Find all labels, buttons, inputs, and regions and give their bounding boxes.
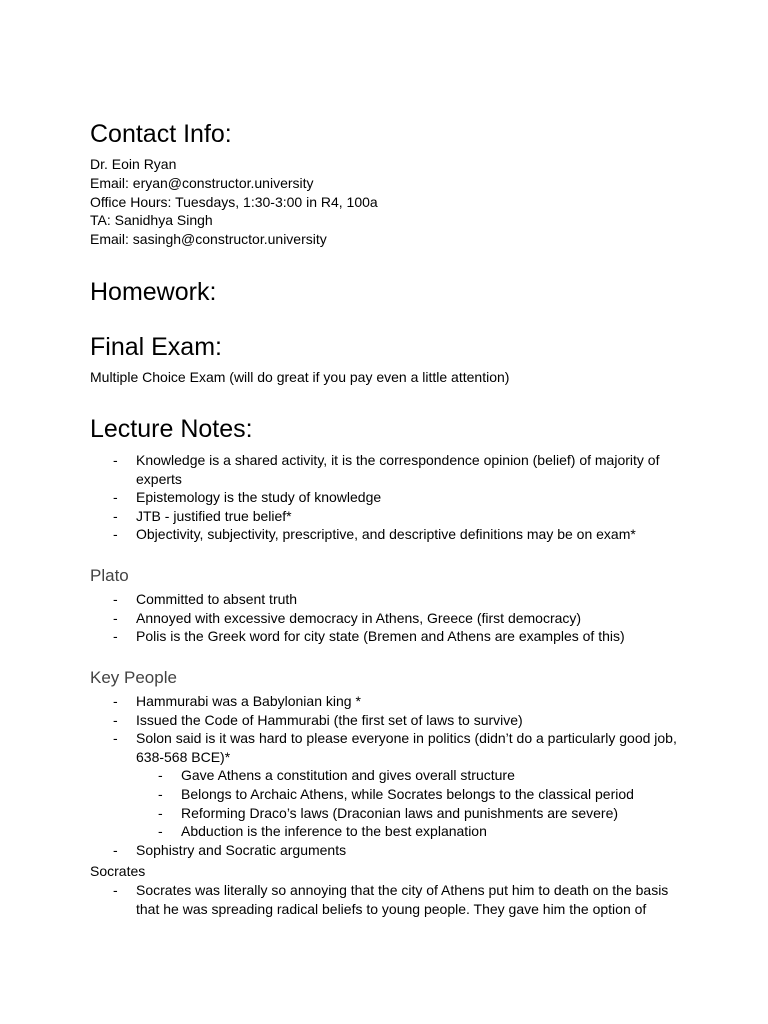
lecture-notes-list (90, 451, 690, 544)
bullet-dash: - (113, 711, 118, 728)
list-item-text: Polis is the Greek word for city state (Bremen and Athens are examples of this) (136, 628, 625, 645)
list-item (90, 488, 690, 507)
list-item-text: Knowledge is a shared activity, it is the correspondence opinion (belief) of majority of experts (136, 452, 660, 487)
bullet-dash: - (113, 730, 118, 747)
bullet-dash: - (113, 609, 118, 626)
sub-list-item (90, 822, 690, 841)
office-hours: Office Hours: Tuesdays, 1:30-3:00 in R4, 100a (90, 194, 378, 210)
bullet-dash: - (113, 507, 118, 524)
list-item (90, 451, 690, 488)
bullet-dash: - (113, 489, 118, 506)
list-item-text: Socrates was literally so annoying that the city of Athens put him to death on the basis that he was spreading radical beliefs to young people. They gave him the option of (136, 882, 669, 917)
list-item-text: Reforming Draco’s laws (Draconian laws and punishments are severe) (181, 804, 619, 821)
list-item (90, 609, 690, 628)
list-item-text: Committed to absent truth (136, 591, 298, 607)
bullet-dash: - (113, 841, 118, 858)
final-exam-heading: Final Exam: (90, 333, 222, 361)
list-item-text: JTB - justified true belief* (136, 507, 292, 524)
list-item (90, 627, 690, 646)
bullet-dash: - (158, 804, 163, 821)
list-item (90, 507, 690, 526)
lecture-notes-heading: Lecture Notes: (90, 415, 253, 443)
socrates-label: Socrates (90, 863, 146, 879)
plato-list (90, 590, 690, 646)
bullet-dash: - (113, 693, 118, 709)
list-item (90, 692, 690, 711)
bullet-dash: - (113, 591, 118, 607)
list-item (90, 590, 690, 609)
sub-list-item (90, 766, 690, 785)
list-item-text: Hammurabi was a Babylonian king * (136, 693, 361, 709)
instructor-name: Dr. Eoin Ryan (90, 156, 177, 172)
sub-list-item (90, 804, 690, 823)
ta-name: TA: Sanidhya Singh (90, 212, 213, 228)
socrates-list (90, 881, 690, 918)
list-item-text: Abduction is the inference to the best explanation (181, 823, 487, 840)
bullet-dash: - (158, 785, 163, 802)
list-item (90, 729, 690, 766)
final-exam-text: Multiple Choice Exam (will do great if you pay even a little attention) (90, 369, 510, 385)
list-item-text: Belongs to Archaic Athens, while Socrates belongs to the classical period (181, 785, 634, 802)
list-item (90, 841, 690, 860)
ta-email: Email: sasingh@constructor.university (90, 231, 327, 247)
bullet-dash: - (113, 452, 118, 468)
bullet-dash: - (113, 882, 118, 898)
sub-list-item (90, 785, 690, 804)
homework-heading: Homework: (90, 278, 217, 306)
instructor-email: Email: eryan@constructor.university (90, 175, 314, 191)
list-item-text: Issued the Code of Hammurabi (the first set of laws to survive) (136, 711, 523, 728)
list-item (90, 525, 690, 544)
bullet-dash: - (113, 628, 118, 645)
plato-heading: Plato (90, 566, 129, 585)
list-item-text: Annoyed with excessive democracy in Athens, Greece (first democracy) (136, 609, 582, 626)
list-item-text: Epistemology is the study of knowledge (136, 489, 382, 506)
list-item-text: Sophistry and Socratic arguments (136, 841, 347, 858)
list-item-text: Objectivity, subjectivity, prescriptive, and descriptive definitions may be on exam* (136, 526, 636, 543)
bullet-dash: - (113, 526, 118, 543)
list-item-text: Solon said is it was hard to please everyone in politics (didn’t do a particularly good job, 638-568 BCE)* (136, 730, 677, 765)
list-item-text: Gave Athens a constitution and gives overall structure (181, 767, 515, 784)
list-item (90, 881, 690, 918)
bullet-dash: - (158, 823, 163, 840)
bullet-dash: - (158, 767, 163, 784)
key-people-list (90, 692, 690, 859)
list-item (90, 711, 690, 730)
contact-info-heading: Contact Info: (90, 120, 232, 148)
key-people-heading: Key People (90, 668, 177, 687)
